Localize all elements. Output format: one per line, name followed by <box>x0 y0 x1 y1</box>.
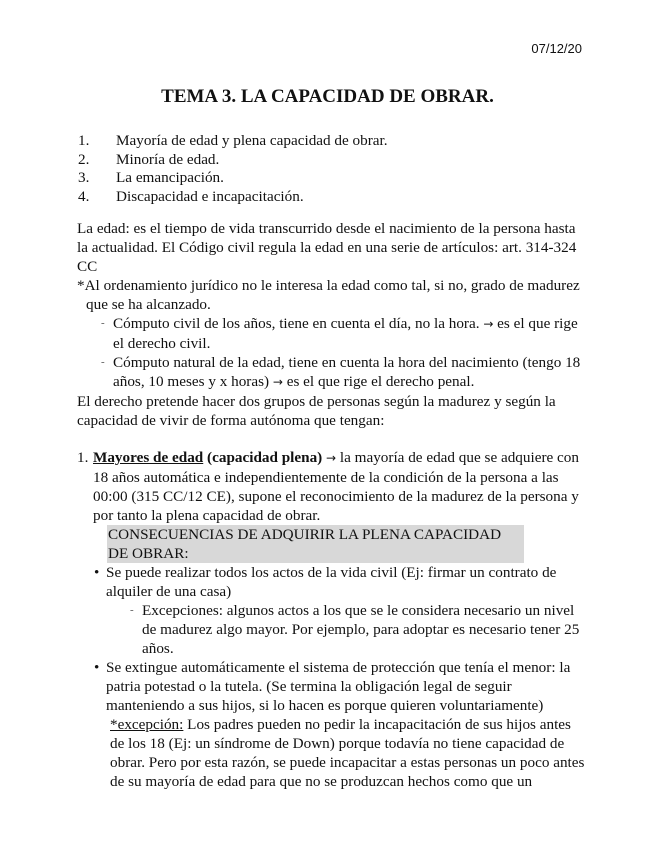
bullet-marker: • <box>94 659 100 676</box>
dash-text: es el que rige el derecho penal. <box>286 373 475 390</box>
toc-text: Minoría de edad. <box>116 150 220 168</box>
bullet-text: Se puede realizar todos los actos de la vida civil (Ej: firmar un contrato de alquiler de una casa) <box>106 564 557 600</box>
toc-text: Mayoría de edad y plena capacidad de obrar. <box>116 132 388 149</box>
dash-text: Excepciones: algunos actos a los que se le considera necesario un nivel de madurez algo mayor. Por ejemplo, para adoptar es necesario tener 25 años. <box>142 602 580 657</box>
dash-text: Cómputo natural de la edad, tiene en cuenta la hora del nacimiento (tengo 18 años, 10 meses y x horas) <box>113 354 581 390</box>
dash-item-exceptions <box>77 601 587 658</box>
toc-number: 3. <box>78 169 90 186</box>
intro-paragraph: La edad: es el tiempo de vida transcurrido desde el nacimiento de la persona hasta la actualidad. El Código civil regula la edad en una serie de artículos: art. 314-324 CC <box>77 220 577 275</box>
dash-text: Cómputo civil de los años, tiene en cuenta el día, no la hora. <box>113 315 480 332</box>
bullet-item <box>77 658 587 715</box>
exception-paragraph <box>77 715 587 791</box>
bullet-item <box>77 563 587 601</box>
arrow-icon: → <box>326 451 337 465</box>
dash-marker: - <box>130 604 134 616</box>
toc-item <box>78 131 598 150</box>
dash-item-civil <box>77 314 587 353</box>
intro-note: *Al ordenamiento jurídico no le interesa la edad como tal, si no, grado de madurez que se ha alcanzado. <box>77 277 580 313</box>
exception-text: Los padres pueden no pedir la incapacitación de sus hijos antes de los 18 (Ej: un síndrome de Down) porque todavía no tiene capacidad de obrar. Pero por esta razón, se puede incapacitar a estas personas un poco antes de su mayoría de edad para que no se produzcan hechos como que un <box>110 716 585 790</box>
dash-marker: - <box>101 317 105 329</box>
bullet-marker: • <box>94 564 100 581</box>
dash-text: es el que rige el derecho civil. <box>113 315 578 352</box>
dash-item-natural <box>77 353 587 392</box>
spacer <box>77 430 587 448</box>
bullet-text: Se extingue automáticamente el sistema de protección que tenía el menor: la patria potestad o la tutela. (Se termina la obligación legal de seguir manteniendo a sus hijos, si lo hacen es porque quieren voluntariamente) <box>106 659 571 714</box>
toc-item <box>78 168 598 187</box>
section-number: 1. <box>77 449 89 466</box>
page-title: TEMA 3. LA CAPACIDAD DE OBRAR. <box>161 86 494 107</box>
section-qualifier: (capacidad plena) <box>207 449 323 466</box>
dash-marker: - <box>101 356 105 368</box>
toc-text: La emancipación. <box>116 169 224 186</box>
table-of-contents <box>78 131 598 205</box>
groups-paragraph: El derecho pretende hacer dos grupos de personas según la madurez y según la capacidad de vivir de forma autónoma que tengan: <box>77 393 556 429</box>
highlighted-heading: CONSECUENCIAS DE ADQUIRIR LA PLENA CAPACIDAD DE OBRAR: <box>107 525 524 563</box>
document-body <box>77 219 587 791</box>
section-term: Mayores de edad <box>93 449 204 466</box>
toc-number: 4. <box>78 187 90 205</box>
toc-item <box>78 187 598 206</box>
date-header: 07/12/20 <box>531 41 582 56</box>
toc-number: 2. <box>78 150 90 168</box>
toc-item <box>78 150 598 169</box>
arrow-icon: → <box>272 375 283 389</box>
section-1 <box>77 448 587 525</box>
toc-text: Discapacidad e incapacitación. <box>116 187 304 205</box>
arrow-icon: → <box>483 317 494 331</box>
toc-number: 1. <box>78 132 90 149</box>
exception-label: *excepción: <box>110 716 184 733</box>
section-text: la mayoría de edad que se adquiere con 18 años automática e independientemente de la condición de la persona a las 00:00 (315 CC/12 CE), supone el reconocimiento de la madurez de la persona y por tanto la plena capacidad de obrar. <box>93 449 579 524</box>
